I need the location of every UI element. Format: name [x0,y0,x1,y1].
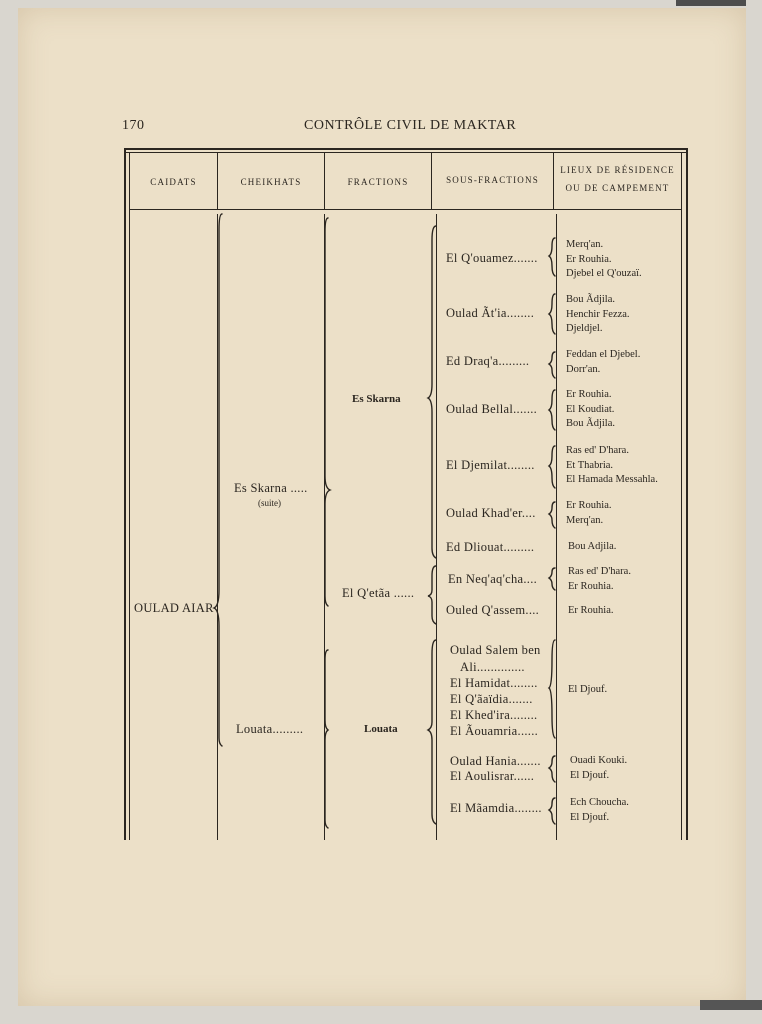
sous-fraction: En Neq'aq'cha.... [448,572,538,586]
running-title: CONTRÔLE CIVIL DE MAKTAR [304,118,517,133]
sous-fraction: El Aoulisrar...... [450,769,535,783]
header-sous-fractions: SOUS-FRACTIONS [446,175,539,185]
fraction-brace-skarna [428,226,436,558]
sous-fraction: El Djemilat........ [446,458,535,472]
page-number: 170 [122,118,145,133]
header-fractions: FRACTIONS [347,177,409,187]
residence: Bou Ãdjila. [566,418,615,429]
residence: Er Rouhia. [566,253,612,265]
residence: Er Rouhia. [566,500,612,511]
residence: Er Rouhia. [568,580,614,592]
residence: El Djouf. [570,769,610,781]
sous-fraction: Oulad Ãt'ia........ [446,306,535,320]
residence-group [570,754,627,783]
sous-fraction: Ali.............. [460,660,525,674]
residence: Ech Choucha. [570,797,629,808]
res-brace-2 [549,294,555,334]
res-brace-1 [549,238,555,276]
res-brace-4 [549,390,555,430]
sous-fraction: Oulad Bellal....... [446,402,538,416]
residence: Henchir Fezza. [566,308,630,320]
residence: Ras ed' D'hara. [566,445,629,456]
header-lieux-2: OU DE CAMPEMENT [565,183,670,193]
caidat-name: OULAD AIAR [134,601,214,615]
sous-fraction: Oulad Khad'er.... [446,506,536,520]
residence-group [568,540,616,555]
fraction-brace-qetaa [428,566,436,624]
residence-group [566,499,612,528]
residence: Merq'an. [566,514,604,526]
sous-fraction: El Ãouamria...... [450,724,539,738]
residence: Dorr'an. [566,363,601,375]
res-brace-3 [549,352,555,378]
residence: Feddan el Djebel. [566,349,641,360]
sous-fraction: El Khed'ira........ [450,708,538,722]
residence: Er Rouhia. [566,389,612,400]
residence-group [566,444,658,488]
sous-fraction: El Q'ouamez....... [446,251,538,265]
residence: Et Thabria. [566,459,614,471]
residence: Ouadi Kouki. [570,755,628,766]
cheikhat-note: (suite) [258,498,281,508]
residence: El Djouf. [570,811,610,823]
header-caidats: CAIDATS [150,177,197,187]
residence-group [566,293,630,337]
sous-fraction: El Hamidat........ [450,676,538,690]
residence: Bou Adjila. [568,541,617,552]
residence-group [568,565,631,594]
fraction-el-qetaa: El Q'etãa ...... [342,586,415,600]
residence: El Hamada Messahla. [566,474,658,485]
residence: Er Rouhia. [568,605,614,616]
cheikhat-es-skarna: Es Skarna ..... [234,481,308,495]
residence-group [566,238,642,282]
cheikhat-louata: Louata......... [236,722,304,736]
cheikhat-brace-skarna [325,218,330,606]
res-brace-8 [549,640,555,738]
sous-fraction: El Mãamdia........ [450,801,542,815]
res-brace-5 [549,446,555,488]
fraction-brace-louata [428,640,436,824]
residence: Ras ed' D'hara. [568,566,631,577]
fraction-louata: Louata [364,723,398,735]
caidat-brace [214,214,222,746]
residence: Djeldjel. [566,323,603,334]
res-brace-9 [549,756,555,782]
sous-fraction: Oulad Hania....... [450,754,541,768]
residence-group [566,348,640,377]
res-brace-6 [549,502,555,528]
fraction-es-skarna: Es Skarna [352,393,401,405]
sous-fraction: El Q'ãaïdia....... [450,692,533,706]
residence: El Koudiat. [566,403,615,415]
sous-fraction: Ed Draq'a......... [446,354,530,368]
residence: Merq'an. [566,239,604,250]
res-brace-10 [549,798,555,824]
residence-group [568,683,607,698]
residence-group [570,796,629,825]
sous-fraction: Oulad Salem ben [450,643,541,657]
residence-group [568,604,614,619]
cheikhat-brace-louata [325,650,328,828]
sous-fraction: Ed Dliouat......... [446,540,535,554]
residence: Bou Ãdjila. [566,294,615,305]
residence: El Djouf. [568,684,608,695]
header-cheikhats: CHEIKHATS [240,177,302,187]
res-brace-7 [549,568,555,590]
header-lieux-1: LIEUX DE RÉSIDENCE [560,165,675,175]
sous-fraction: Ouled Q'assem.... [446,603,540,617]
residence: Djebel el Q'ouzaï. [566,268,642,279]
residence-group [566,388,615,432]
